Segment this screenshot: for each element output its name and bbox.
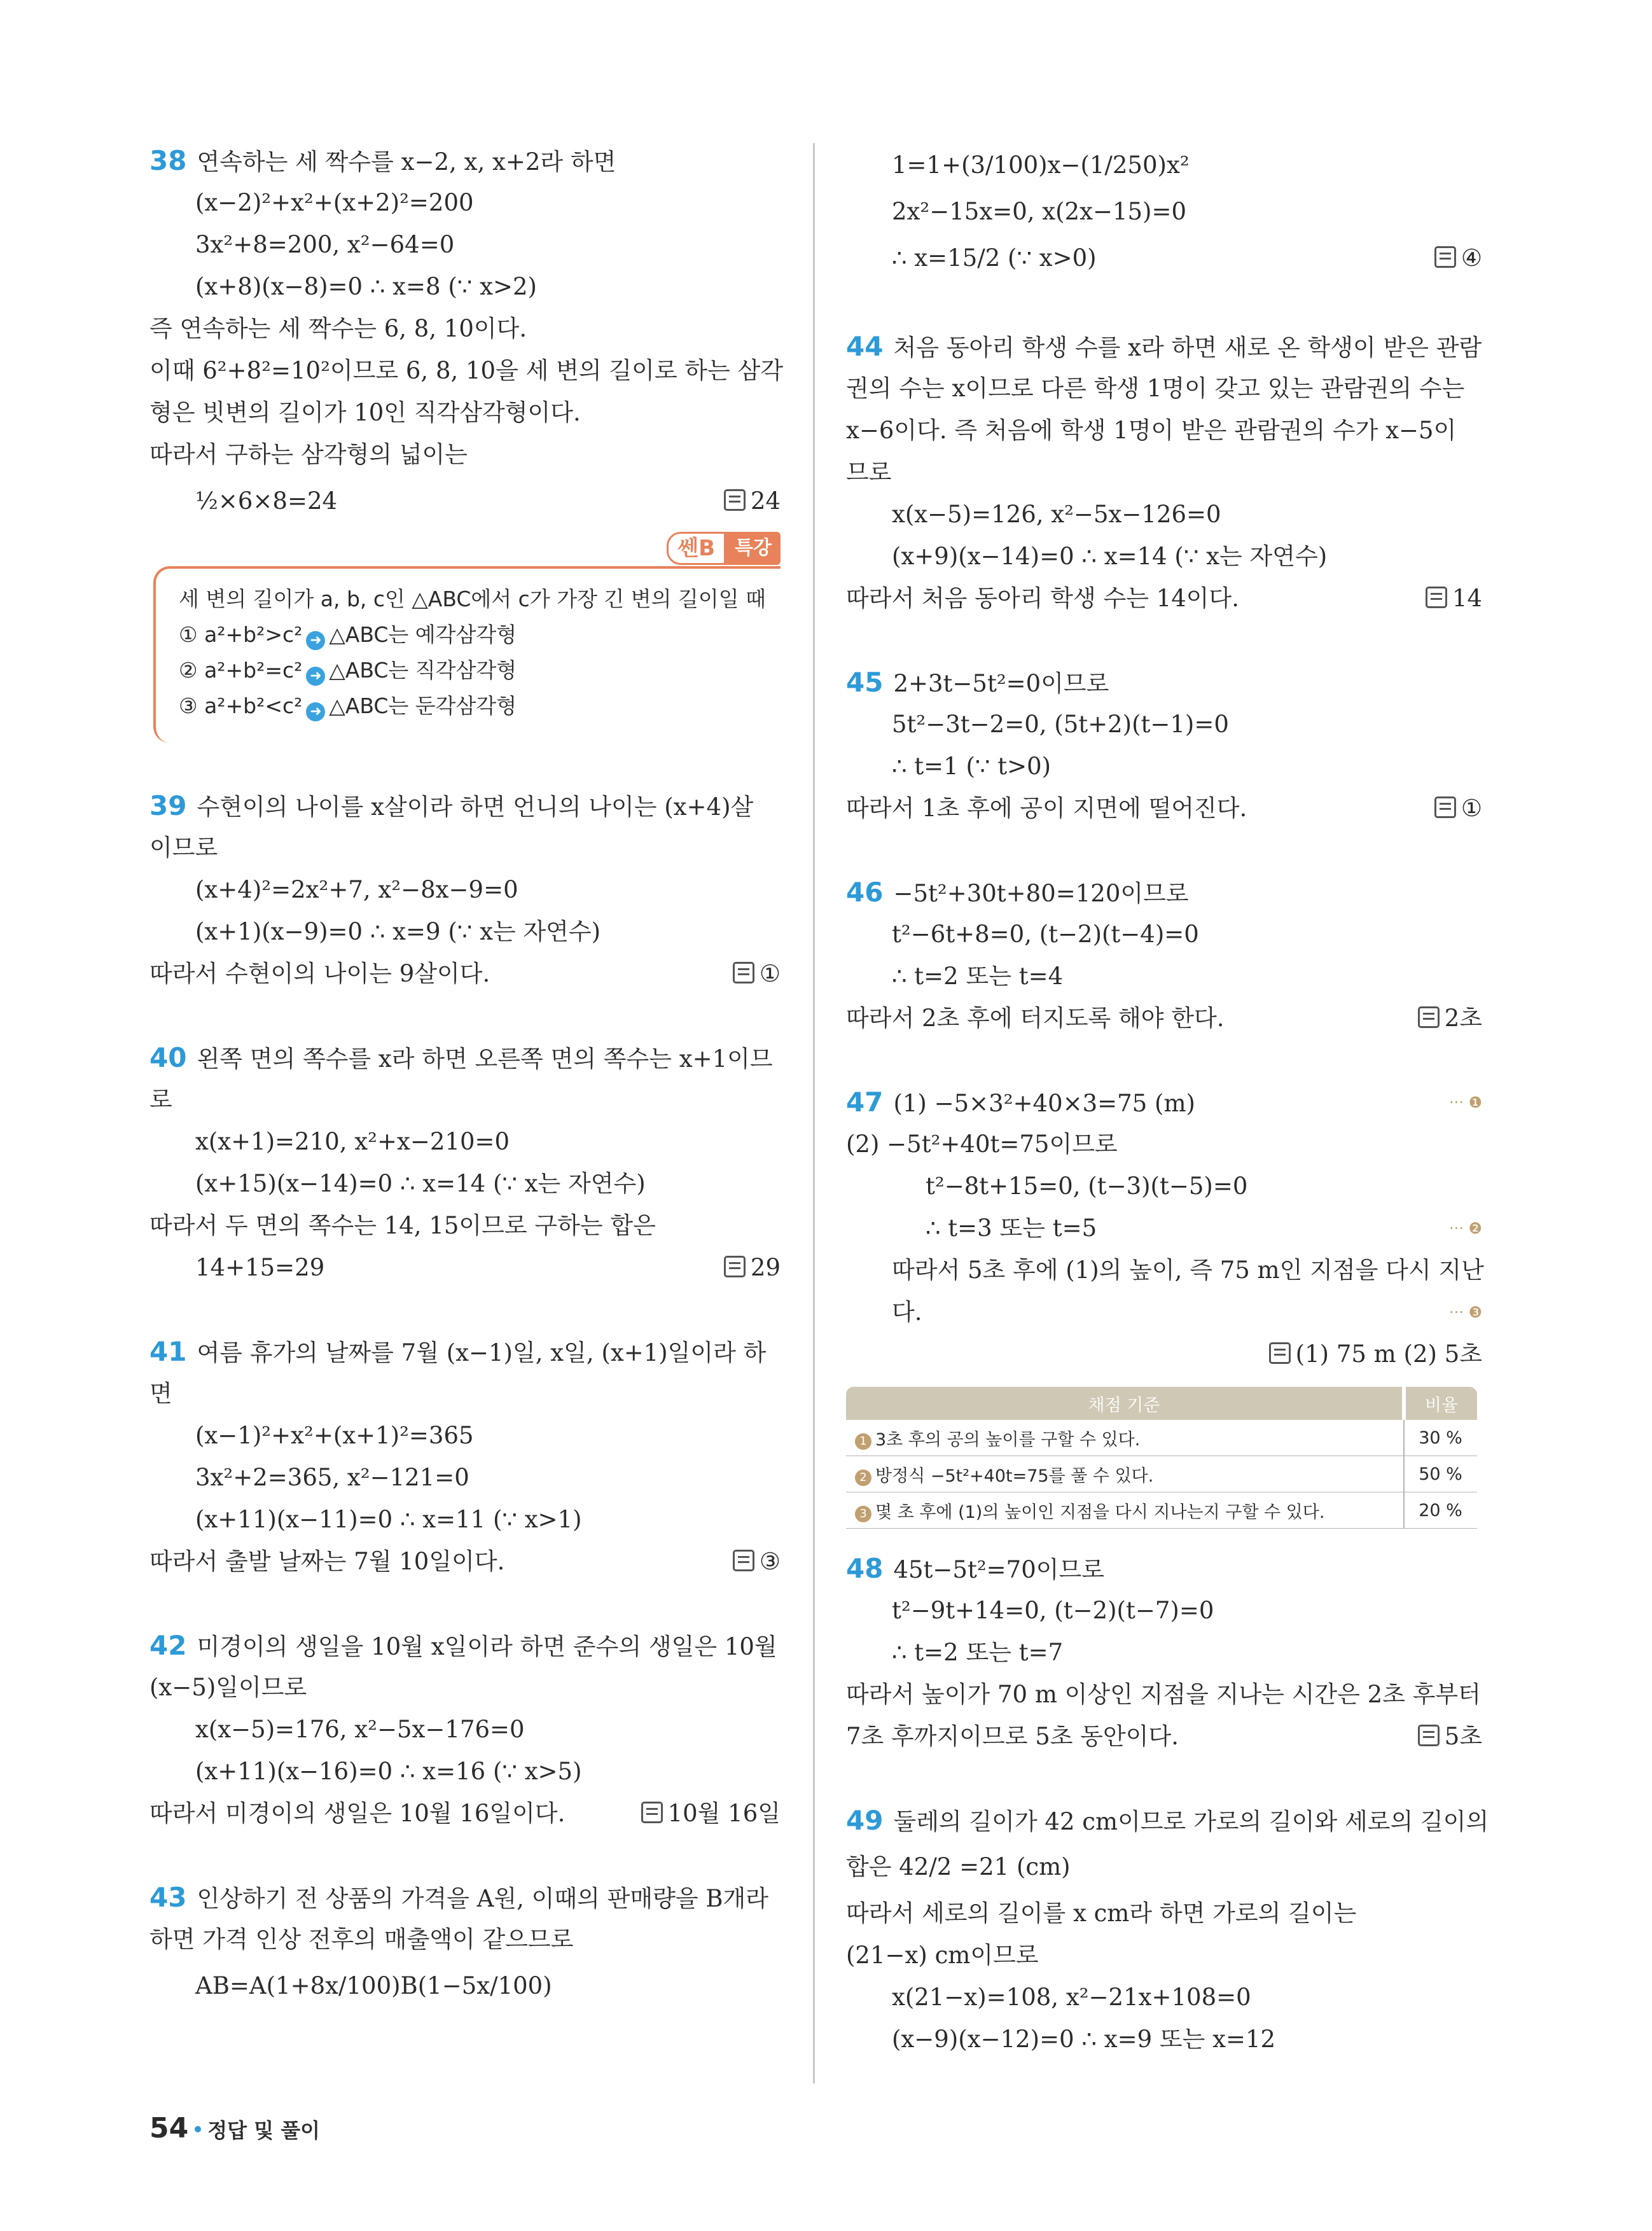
line-text: 여름 휴가의 날짜를 7월 (x−1)일, x일, (x+1)일이라 하: [197, 1339, 767, 1366]
rate-cell: 20 %: [1404, 1492, 1477, 1529]
math-line: [149, 1457, 781, 1499]
left-column: [149, 140, 784, 2012]
arrow-right-icon: ➜: [306, 631, 325, 650]
line-text: 5t²−3t−2=0, (5t+2)(t−1)=0: [892, 711, 1229, 738]
line-text: (x+9)(x−14)=0 ∴ x=14 (∵ x는 자연수): [892, 543, 1328, 570]
header-criteria: 채점 기준: [846, 1387, 1404, 1420]
answer-value: ③: [759, 1548, 781, 1575]
table-row: [846, 1492, 1477, 1529]
line-text: 형은 빗변의 길이가 10인 직각삼각형이다.: [149, 399, 581, 426]
math-line: [846, 1165, 1482, 1207]
line-text: 따라서 처음 동아리 학생 수는 14이다.: [846, 585, 1240, 612]
line-text: 45t−5t²=70이므로: [893, 1556, 1104, 1583]
tip-tag-special: 특강: [726, 532, 781, 565]
question-line: [149, 140, 781, 182]
question-number: 48: [846, 1553, 884, 1584]
page-footer: [149, 2112, 320, 2144]
answer-icon: [724, 1256, 746, 1277]
math-line: [149, 1121, 781, 1163]
line-text: 왼쪽 면의 쪽수를 x라 하면 오른쪽 면의 쪽수는 x+1이므: [197, 1045, 773, 1073]
line-text: x−6이다. 즉 처음에 학생 1명이 받은 관람권의 수가 x−5이: [846, 417, 1457, 444]
column-divider: [813, 143, 815, 2083]
line-text: (x+11)(x−16)=0 ∴ x=16 (∵ x>5): [195, 1758, 582, 1785]
text-line: [846, 997, 1482, 1039]
line-text: AB=A(1+8x/100)B(1−5x/100): [195, 1972, 552, 1999]
text-line: [846, 788, 1482, 830]
line-text: ∴ t=2 또는 t=7: [892, 1639, 1064, 1666]
answer-value: ①: [1461, 795, 1482, 822]
rate-cell: 50 %: [1404, 1456, 1477, 1492]
answer-mark: [724, 1247, 781, 1289]
step-number-icon: 2: [855, 1470, 871, 1486]
question-line: [846, 1081, 1482, 1123]
criteria-text: 방정식 −5t²+40t=75를 풀 수 있다.: [875, 1466, 1154, 1486]
answer-mark: [1434, 788, 1482, 830]
text-line: [149, 308, 781, 350]
text-line: [846, 1935, 1482, 1977]
line-text: 3x²+2=365, x²−121=0: [195, 1464, 469, 1491]
answer-icon: [1269, 1342, 1291, 1364]
text-line: [846, 1291, 1482, 1333]
line-text: 다.: [892, 1298, 922, 1326]
footer-title: 정답 및 풀이: [207, 2118, 321, 2143]
line-text: ∴ t=2 또는 t=4: [892, 963, 1064, 990]
arrow-right-icon: ➜: [306, 702, 325, 721]
step-number-icon: 3: [855, 1506, 871, 1522]
answer-icon: [724, 489, 746, 511]
line-text: 따라서 미경이의 생일은 10월 16일이다.: [149, 1800, 566, 1827]
tip-tag-ssen: 쎈B: [667, 532, 726, 565]
footer-dot-icon: [195, 2126, 201, 2132]
line-text: x(x−5)=126, x²−5x−126=0: [892, 501, 1221, 528]
scoring-table: [846, 1387, 1477, 1529]
answer-mark: [733, 1541, 781, 1583]
tip-item: [179, 653, 768, 688]
question-number: 41: [149, 1336, 187, 1367]
math-line: [149, 1961, 781, 2012]
answer-value: 5초: [1444, 1723, 1482, 1750]
answer-value: 10월 16일: [667, 1800, 781, 1827]
tip-condition: ① a²+b²>c²: [179, 622, 303, 647]
spacer: [149, 995, 781, 1037]
spacer: [149, 1835, 781, 1877]
math-line: [149, 1163, 781, 1205]
tip-condition: ② a²+b²=c²: [179, 658, 303, 683]
line-text: (x−9)(x−12)=0 ∴ x=9 또는 x=12: [892, 2026, 1276, 2053]
step-marker: ··· ❷: [1448, 1220, 1482, 1237]
answer-icon: [1434, 246, 1456, 268]
line-text: t²−9t+14=0, (t−2)(t−7)=0: [892, 1597, 1214, 1624]
tip-item: [179, 617, 768, 653]
tip-result: △ABC는 예각삼각형: [329, 622, 517, 647]
line-text: −5t²+30t+80=120이므로: [893, 880, 1189, 907]
text-line: [149, 1079, 781, 1121]
math-line: [149, 911, 781, 953]
line-text: (x+4)²=2x²+7, x²−8x−9=0: [195, 876, 518, 903]
answer-value: ④: [1461, 244, 1482, 272]
line-text: 따라서 구하는 삼각형의 넓이는: [149, 441, 468, 468]
answer-value: 24: [750, 487, 781, 515]
math-line: [846, 494, 1482, 536]
line-text: 권의 수는 x이므로 다른 학생 1명이 갖고 있는 관람권의 수는: [846, 375, 1465, 402]
step-marker: ··· ❶: [1448, 1094, 1482, 1111]
question-number: 49: [846, 1805, 884, 1836]
line-text: t²−6t+8=0, (t−2)(t−4)=0: [892, 921, 1199, 948]
line-text: 따라서 두 면의 쪽수는 14, 15이므로 구하는 합은: [149, 1212, 656, 1239]
line-text: ½×6×8=24: [195, 487, 338, 515]
answer-mark: [1426, 578, 1482, 620]
spacer: [846, 1758, 1482, 1800]
math-line: [149, 1415, 781, 1457]
line-text: 면: [149, 1380, 172, 1407]
text-line: [149, 953, 781, 995]
answer-mark: [733, 953, 781, 995]
math-line: [149, 1247, 781, 1289]
tip-box: [153, 566, 781, 743]
answer-mark: [724, 476, 781, 527]
spacer: [846, 284, 1482, 326]
text-line: [846, 1249, 1482, 1291]
answer-icon: [1434, 796, 1456, 818]
text-line: [149, 392, 781, 434]
criteria-text: 몇 초 후에 (1)의 높이인 지점을 다시 지나는지 구할 수 있다.: [875, 1502, 1325, 1522]
line-text: (x+1)(x−9)=0 ∴ x=9 (∵ x는 자연수): [195, 918, 601, 945]
answer-icon: [1426, 587, 1447, 608]
answer-value: 2초: [1444, 1004, 1482, 1032]
question-number: 47: [846, 1087, 884, 1118]
answer-mark: [1418, 1716, 1482, 1758]
line-text: 미경이의 생일을 10월 x일이라 하면 준수의 생일은 10월: [197, 1633, 777, 1660]
tip-result: △ABC는 직각삼각형: [329, 658, 517, 683]
line-text: (x−5)일이므로: [149, 1674, 307, 1701]
line-text: x(21−x)=108, x²−21x+108=0: [892, 1984, 1251, 2011]
line-text: 인상하기 전 상품의 가격을 A원, 이때의 판매량을 B개라: [197, 1885, 769, 1912]
text-line: [846, 1674, 1482, 1716]
line-text: 따라서 세로의 길이를 x cm라 하면 가로의 길이는: [846, 1900, 1357, 1927]
answer-value: 14: [1452, 585, 1482, 612]
table-row: [846, 1420, 1477, 1456]
text-line: [149, 827, 781, 869]
tip-condition: ③ a²+b²<c²: [179, 693, 303, 718]
math-line: [846, 956, 1482, 997]
line-text: 따라서 2초 후에 터지도록 해야 한다.: [846, 1004, 1225, 1032]
answer-icon: [1418, 1725, 1440, 1746]
answer-value: ①: [759, 960, 781, 987]
line-text: (1) −5×3²+40×3=75 (m): [893, 1090, 1195, 1117]
question-number: 45: [846, 667, 884, 698]
line-text: 처음 동아리 학생 수를 x라 하면 새로 온 학생이 받은 관람: [893, 334, 1482, 361]
step-marker: ··· ❸: [1448, 1303, 1482, 1321]
question-number: 44: [846, 331, 884, 362]
answer-icon: [733, 1550, 754, 1571]
text-line: [846, 1716, 1482, 1758]
tip-header: [149, 527, 781, 566]
text-line: [846, 452, 1482, 494]
question-line: [846, 1800, 1489, 1842]
question-line: [149, 1037, 781, 1079]
text-line: [149, 1205, 781, 1247]
math-line: [149, 1499, 781, 1541]
question-number: 43: [149, 1882, 187, 1913]
tip-tag: [667, 532, 781, 565]
math-line: [846, 2019, 1482, 2061]
spacer: [149, 743, 781, 785]
math-line: [846, 746, 1482, 788]
math-line: [846, 233, 1482, 284]
math-line: [846, 1632, 1482, 1674]
text-line: [149, 434, 781, 476]
text-line: [846, 1842, 1482, 1893]
text-line: [846, 1333, 1482, 1375]
line-text: x(x−5)=176, x²−5x−176=0: [195, 1716, 525, 1743]
text-line: [149, 1667, 781, 1709]
answer-icon: [1418, 1006, 1440, 1028]
line-text: ∴ t=1 (∵ t>0): [892, 753, 1052, 780]
spacer: [149, 1583, 781, 1625]
right-column: [846, 140, 1489, 2061]
text-line: [149, 1919, 781, 1961]
line-text: 로: [149, 1086, 172, 1113]
question-line: [846, 662, 1482, 704]
line-text: (x+8)(x−8)=0 ∴ x=8 (∵ x>2): [195, 273, 537, 300]
question-line: [149, 785, 781, 827]
question-line: [846, 326, 1482, 368]
text-line: [846, 1123, 1482, 1165]
math-line: [846, 1590, 1482, 1632]
tip-result: △ABC는 둔각삼각형: [329, 693, 517, 718]
spacer: [149, 1289, 781, 1331]
text-line: [846, 410, 1482, 452]
line-text: 2x²−15x=0, x(2x−15)=0: [892, 198, 1187, 225]
text-line: [149, 1793, 781, 1835]
question-number: 46: [846, 877, 884, 908]
line-text: 1=1+(3/100)x−(1/250)x²: [892, 151, 1190, 179]
criteria-text: 3초 후의 공의 높이를 구할 수 있다.: [875, 1429, 1141, 1450]
math-line: [149, 1751, 781, 1793]
answer-mark: [1434, 233, 1482, 284]
question-line: [149, 1877, 781, 1919]
line-text: ∴ x=15/2 (∵ x>0): [892, 244, 1097, 272]
question-line: [149, 1331, 781, 1373]
table-row: [846, 1456, 1477, 1492]
math-line: [149, 476, 781, 527]
answer-value: (1) 75 m (2) 5초: [1295, 1340, 1482, 1368]
arrow-right-icon: ➜: [306, 667, 325, 686]
spacer: [846, 1039, 1482, 1081]
line-text: 따라서 높이가 70 m 이상인 지점을 지나는 시간은 2초 후부터: [846, 1681, 1481, 1708]
text-line: [149, 1541, 781, 1583]
tip-item: [179, 688, 768, 724]
text-line: [846, 1893, 1482, 1935]
criteria-cell: [846, 1492, 1404, 1529]
line-text: 하면 가격 인상 전후의 매출액이 같으므로: [149, 1926, 574, 1953]
criteria-cell: [846, 1420, 1404, 1456]
rate-cell: 30 %: [1404, 1420, 1477, 1456]
line-text: 이때 6²+8²=10²이므로 6, 8, 10을 세 변의 길이로 하는 삼각: [149, 357, 784, 384]
line-text: 연속하는 세 짝수를 x−2, x, x+2라 하면: [197, 148, 616, 176]
line-text: 따라서 1초 후에 공이 지면에 떨어진다.: [846, 795, 1247, 822]
line-text: (x+11)(x−11)=0 ∴ x=11 (∵ x>1): [195, 1506, 582, 1533]
text-line: [846, 578, 1482, 620]
math-line: [149, 266, 781, 308]
line-text: 14+15=29: [195, 1254, 325, 1281]
line-text: 둘레의 길이가 42 cm이므로 가로의 길이와 세로의 길이의: [893, 1808, 1489, 1835]
line-text: (x−2)²+x²+(x+2)²=200: [195, 189, 474, 216]
math-line: [846, 1977, 1482, 2019]
line-text: 따라서 5초 후에 (1)의 높이, 즉 75 m인 지점을 다시 지난: [892, 1256, 1484, 1284]
table-header-row: [846, 1387, 1477, 1420]
line-text: 7초 후까지이므로 5초 동안이다.: [846, 1723, 1179, 1750]
step-number-icon: 1: [855, 1433, 871, 1450]
page-number: 54: [149, 2112, 189, 2144]
text-line: [846, 368, 1482, 410]
question-number: 40: [149, 1042, 187, 1073]
line-text: 따라서 출발 날짜는 7월 10일이다.: [149, 1548, 505, 1575]
answer-icon: [641, 1802, 663, 1823]
line-text: 따라서 수현이의 나이는 9살이다.: [149, 960, 490, 987]
line-text: t²−8t+15=0, (t−3)(t−5)=0: [926, 1172, 1248, 1200]
line-text: 므로: [846, 459, 892, 486]
math-line: [149, 224, 781, 266]
answer-mark: [1418, 997, 1482, 1039]
question-number: 38: [149, 145, 187, 176]
line-text: 3x²+8=200, x²−64=0: [195, 231, 455, 258]
text-line: [149, 1373, 781, 1415]
line-text: 수현이의 나이를 x살이라 하면 언니의 나이는 (x+4)살: [197, 793, 754, 821]
answer-value: 29: [750, 1254, 781, 1281]
question-number: 39: [149, 790, 187, 821]
line-text: (21−x) cm이므로: [846, 1942, 1039, 1969]
math-line: [846, 1207, 1482, 1249]
math-line: [149, 869, 781, 911]
criteria-cell: [846, 1456, 1404, 1492]
line-text: 이므로: [149, 834, 218, 861]
math-line: [846, 704, 1482, 746]
text-line: [149, 350, 784, 392]
question-number: 42: [149, 1630, 187, 1661]
question-line: [846, 1548, 1482, 1590]
line-text: 2+3t−5t²=0이므로: [893, 670, 1109, 697]
line-text: x(x+1)=210, x²+x−210=0: [195, 1128, 510, 1155]
line-text: 합은 42/2 =21 (cm): [846, 1853, 1071, 1880]
math-line: [149, 1709, 781, 1751]
math-line: [149, 182, 781, 224]
answer-mark: [1269, 1333, 1482, 1375]
answer-icon: [733, 962, 754, 983]
question-line: [149, 1625, 781, 1667]
spacer: [846, 830, 1482, 872]
header-rate: 비율: [1404, 1387, 1477, 1420]
question-line: [846, 872, 1482, 914]
tip-title: 세 변의 길이가 a, b, c인 △ABC에서 c가 가장 긴 변의 길이일 때: [179, 587, 767, 611]
math-line: [846, 191, 1482, 233]
spacer: [846, 620, 1482, 662]
line-text: (2) −5t²+40t=75이므로: [846, 1130, 1118, 1158]
line-text: ∴ t=3 또는 t=5: [926, 1214, 1097, 1242]
line-text: 즉 연속하는 세 짝수는 6, 8, 10이다.: [149, 315, 527, 342]
answer-mark: [641, 1793, 781, 1835]
line-text: (x−1)²+x²+(x+1)²=365: [195, 1422, 474, 1449]
math-line: [846, 914, 1482, 956]
math-line: [846, 536, 1482, 578]
line-text: (x+15)(x−14)=0 ∴ x=14 (∵ x는 자연수): [195, 1170, 646, 1197]
math-line: [846, 140, 1482, 191]
